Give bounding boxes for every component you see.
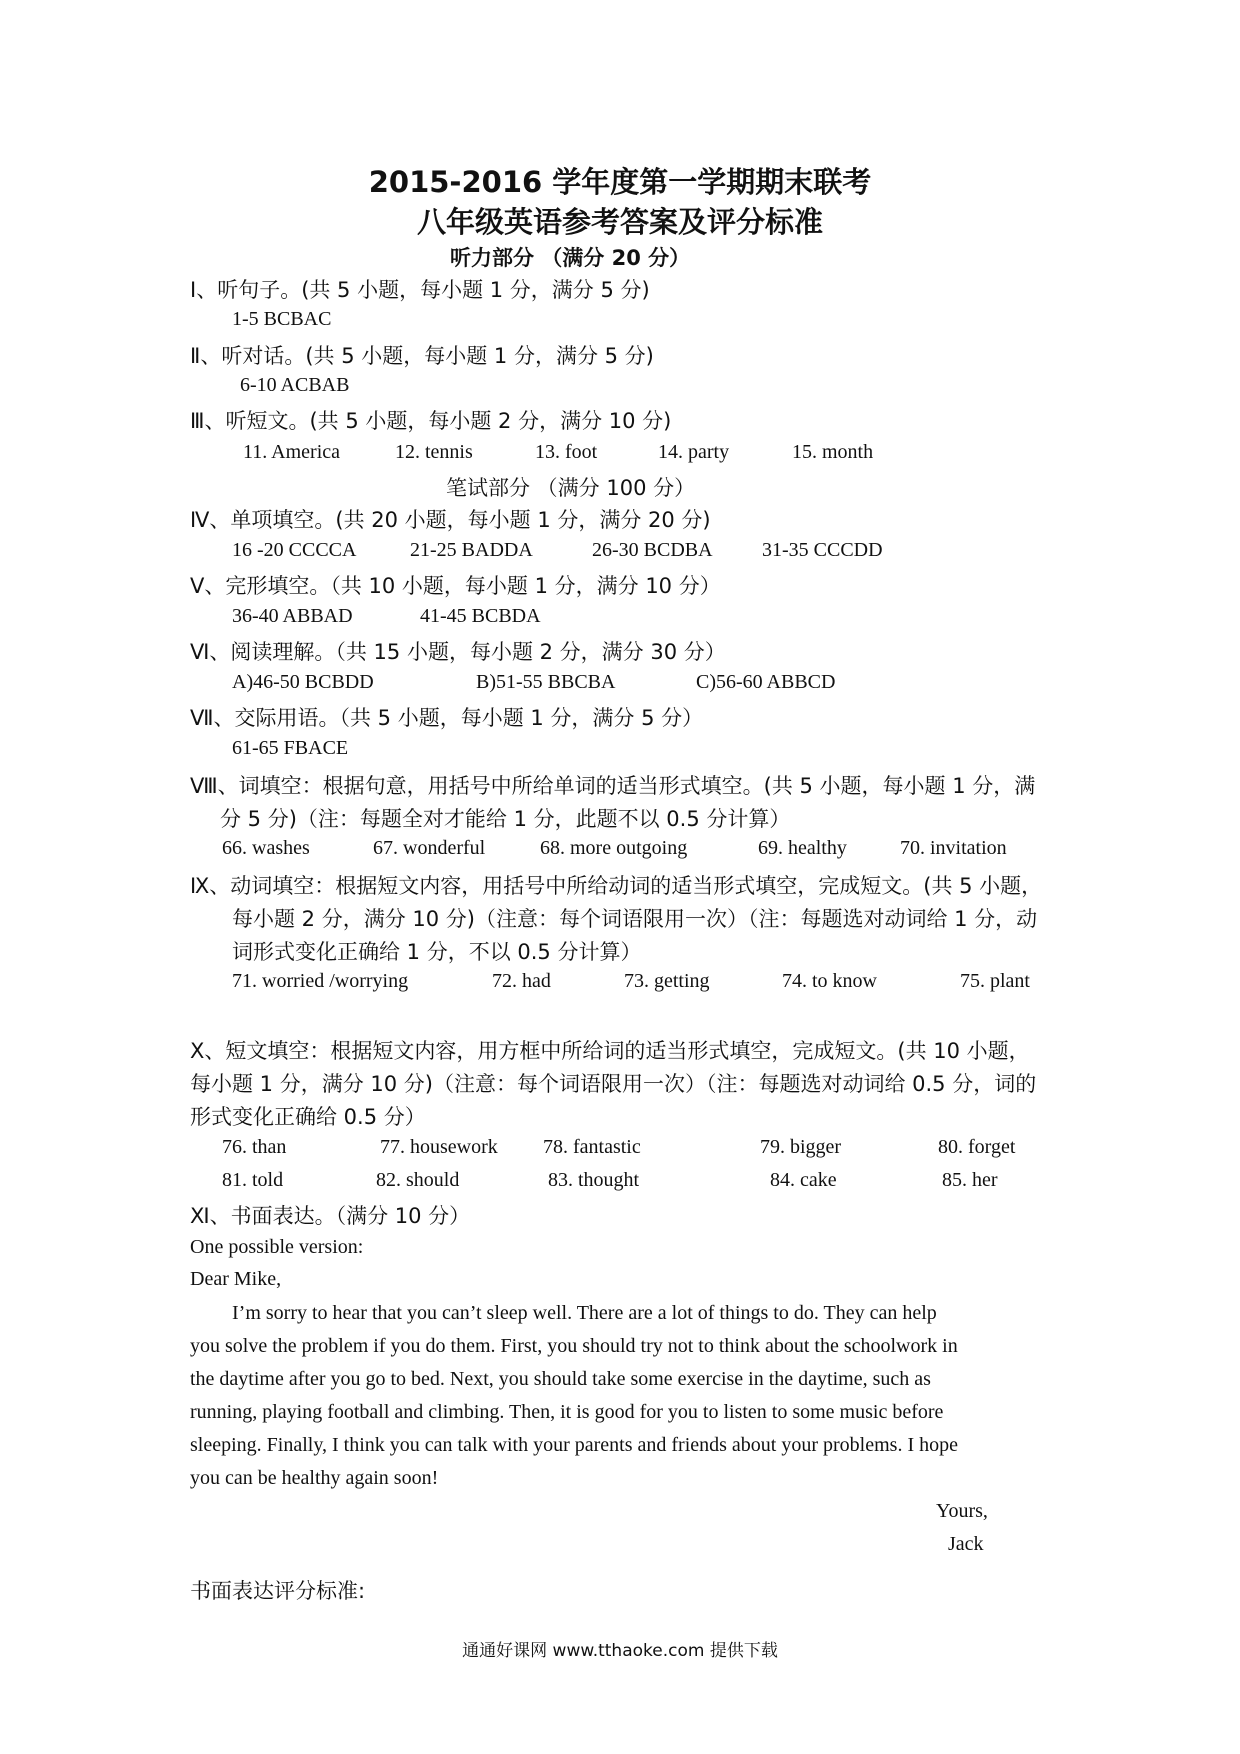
q10-answer-84: 84. cake [770, 1169, 837, 1191]
q3-answer-14: 14. party [658, 441, 730, 463]
footer-note: 通通好课网 www.tthaoke.com 提供下载 [462, 1641, 778, 1661]
title-line-1: 2015-2016 学年度第一学期期末联考 [368, 165, 872, 199]
q10-answer-79: 79. bigger [760, 1136, 842, 1158]
q8-answer-67: 67. wonderful [373, 837, 486, 859]
q10-heading-line-2: 每小题 1 分，满分 10 分)（注意：每个词语限用一次）（注：每题选对动词给 0.5 分，词的 [190, 1072, 1037, 1096]
q10-answer-83: 83. thought [548, 1169, 640, 1191]
q6-answer-b: B)51-55 BBCBA [476, 671, 616, 693]
q10-answer-78: 78. fantastic [543, 1136, 641, 1158]
q9-answer-75: 75. plant [960, 970, 1030, 992]
q3-answer-15: 15. month [792, 441, 874, 463]
q10-answer-85: 85. her [942, 1169, 998, 1191]
essay-line-1: I’m sorry to hear that you can’t sleep well. There are a lot of things to do. They can help [232, 1302, 937, 1324]
q8-heading-line-2: 分 5 分)（注：每题全对才能给 1 分，此题不以 0.5 分计算） [220, 807, 791, 831]
title-line-2: 八年级英语参考答案及评分标准 [416, 205, 823, 239]
q5-heading: Ⅴ、完形填空。（共 10 小题，每小题 1 分，满分 10 分） [190, 574, 721, 598]
essay-line-4: running, playing football and climbing. Then, it is good for you to listen to some music before [190, 1401, 944, 1423]
q10-answer-76: 76. than [222, 1136, 287, 1158]
q9-answer-74: 74. to know [782, 970, 877, 992]
essay-signature: Jack [948, 1533, 984, 1555]
listening-heading: 听力部分 （满分 20 分） [450, 246, 691, 270]
q7-answer: 61-65 FBACE [232, 737, 349, 759]
q8-answer-69: 69. healthy [758, 837, 847, 859]
q10-answer-81: 81. told [222, 1169, 284, 1191]
essay-line-3: the daytime after you go to bed. Next, you should take some exercise in the daytime, such as [190, 1368, 931, 1390]
essay-line-6: you can be healthy again soon! [190, 1467, 439, 1489]
essay-line-2: you solve the problem if you do them. First, you should try not to think about the schoolwork in [190, 1335, 958, 1357]
q7-heading: Ⅶ、交际用语。（共 5 小题，每小题 1 分，满分 5 分） [190, 706, 704, 730]
q6-answer-c: C)56-60 ABBCD [696, 671, 836, 693]
q4-answer-1: 16 -20 CCCCA [232, 539, 357, 561]
q8-answer-70: 70. invitation [900, 837, 1007, 859]
q1-heading: Ⅰ、听句子。(共 5 小题，每小题 1 分，满分 5 分) [190, 278, 650, 302]
q9-heading-line-2: 每小题 2 分，满分 10 分)（注意：每个词语限用一次）（注：每题选对动词给 1 分，动 [232, 907, 1038, 931]
q3-answer-11: 11. America [243, 441, 341, 463]
q3-heading: Ⅲ、听短文。(共 5 小题，每小题 2 分，满分 10 分) [190, 409, 672, 433]
q9-heading-line-1: Ⅸ、动词填空：根据短文内容，用括号中所给动词的适当形式填空，完成短文。(共 5 小题， [190, 874, 1043, 898]
q9-heading-line-3: 词形式变化正确给 1 分，不以 0.5 分计算） [232, 940, 642, 964]
q10-answer-82: 82. should [376, 1169, 460, 1191]
essay-line-5: sleeping. Finally, I think you can talk with your parents and friends about your problems. I hope [190, 1434, 958, 1456]
q3-answer-13: 13. foot [535, 441, 598, 463]
q3-answer-12: 12. tennis [395, 441, 473, 463]
q2-answer: 6-10 ACBAB [240, 374, 350, 396]
q8-answer-68: 68. more outgoing [540, 837, 688, 859]
essay-intro: One possible version: [190, 1236, 364, 1258]
q5-answer-1: 36-40 ABBAD [232, 605, 353, 627]
essay-salutation: Dear Mike, [190, 1268, 282, 1290]
q8-heading-line-1: Ⅷ、词填空：根据句意，用括号中所给单词的适当形式填空。(共 5 小题，每小题 1 分，满 [190, 774, 1036, 798]
q9-answer-71: 71. worried /worrying [232, 970, 409, 992]
q6-heading: Ⅵ、阅读理解。（共 15 小题，每小题 2 分，满分 30 分） [190, 640, 726, 664]
q10-answer-80: 80. forget [938, 1136, 1016, 1158]
essay-closing: Yours, [936, 1500, 988, 1522]
q11-heading: Ⅺ、书面表达。（满分 10 分） [190, 1204, 471, 1228]
criteria-heading: 书面表达评分标准: [190, 1579, 366, 1603]
q4-answer-4: 31-35 CCCDD [762, 539, 883, 561]
q9-answer-72: 72. had [492, 970, 551, 992]
q2-heading: Ⅱ、听对话。(共 5 小题，每小题 1 分，满分 5 分) [190, 344, 654, 368]
q4-heading: Ⅳ、单项填空。(共 20 小题，每小题 1 分，满分 20 分) [190, 508, 711, 532]
written-heading: 笔试部分 （满分 100 分） [446, 476, 696, 500]
q4-answer-2: 21-25 BADDA [410, 539, 533, 561]
q10-heading-line-1: Ⅹ、短文填空：根据短文内容，用方框中所给词的适当形式填空，完成短文。(共 10 小题， [190, 1039, 1030, 1063]
q6-answer-a: A)46-50 BCBDD [232, 671, 374, 693]
q9-answer-73: 73. getting [624, 970, 710, 992]
q10-heading-line-3: 形式变化正确给 0.5 分） [190, 1105, 426, 1129]
q5-answer-2: 41-45 BCBDA [420, 605, 541, 627]
q10-answer-77: 77. housework [380, 1136, 498, 1158]
q8-answer-66: 66. washes [222, 837, 310, 859]
q4-answer-3: 26-30 BCDBA [592, 539, 713, 561]
q1-answer: 1-5 BCBAC [232, 308, 332, 330]
